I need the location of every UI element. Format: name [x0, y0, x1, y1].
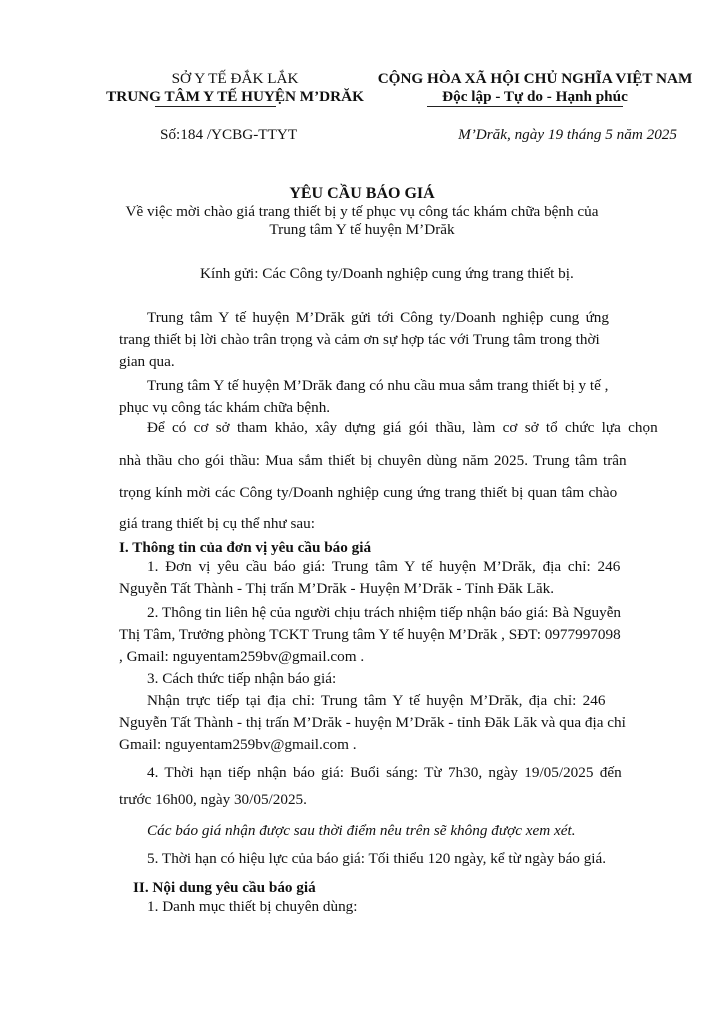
- document-subtitle-line2: Trung tâm Y tế huyện M’Drăk: [269, 221, 455, 238]
- section2-item1: 1. Danh mục thiết bị chuyên dùng:: [147, 898, 358, 915]
- section1-item4-line1: 4. Thời hạn tiếp nhận báo giá: Buổi sáng: Từ 7h30, ngày 19/05/2025 đến: [147, 764, 622, 781]
- intro-p2-line2: phục vụ công tác khám chữa bệnh.: [119, 399, 331, 416]
- section1-heading: I. Thông tin của đơn vị yêu cầu báo giá: [119, 539, 372, 556]
- section1-item3-line3: Gmail: nguyentam259bv@gmail.com .: [119, 736, 357, 753]
- document-subtitle-line1: Về việc mời chào giá trang thiết bị y tế phục vụ công tác khám chữa bệnh của: [125, 203, 599, 220]
- section1-item2-line3: , Gmail: nguyentam259bv@gmail.com .: [119, 648, 365, 665]
- section1-item2-line1: 2. Thông tin liên hệ của người chịu trách nhiệm tiếp nhận báo giá: Bà Nguyễn: [147, 604, 622, 621]
- document-title: YÊU CẦU BÁO GIÁ: [289, 185, 435, 202]
- intro-p2-line1: Trung tâm Y tế huyện M’Drăk đang có nhu cầu mua sắm trang thiết bị y tế ,: [147, 377, 609, 394]
- intro-p1-line2: trang thiết bị lời chào trân trọng và cảm ơn sự hợp tác với Trung tâm trong thời: [119, 331, 600, 348]
- motto: Độc lập - Tự do - Hạnh phúc: [442, 88, 628, 105]
- intro-p3-line1: Để có cơ sở tham khảo, xây dựng giá gói thầu, làm cơ sở tổ chức lựa chọn: [147, 419, 658, 436]
- agency-name: TRUNG TÂM Y TẾ HUYỆN M’DRĂK: [106, 88, 364, 105]
- section1-item2-line2: Thị Tâm, Trưởng phòng TCKT Trung tâm Y tế huyện M’Drăk , SĐT: 0977997098: [119, 626, 621, 643]
- motto-underline: [427, 106, 623, 107]
- intro-p3-line3: trọng kính mời các Công ty/Doanh nghiệp cung ứng trang thiết bị quan tâm chào: [119, 484, 618, 501]
- section1-item5: 5. Thời hạn có hiệu lực của báo giá: Tối thiểu 120 ngày, kể từ ngày báo giá.: [147, 850, 607, 867]
- section1-item3-line1: Nhận trực tiếp tại địa chỉ: Trung tâm Y tế huyện M’Drăk, địa chỉ: 246: [147, 692, 606, 709]
- intro-p1-line1: Trung tâm Y tế huyện M’Drăk gửi tới Công ty/Doanh nghiệp cung ứng: [147, 309, 609, 326]
- section1-item3-line2: Nguyễn Tất Thành - thị trấn M’Drăk - huyện M’Drăk - tỉnh Đăk Lăk và qua địa chỉ: [119, 714, 626, 731]
- agency-underline: [155, 106, 276, 107]
- late-quotation-note: Các báo giá nhận được sau thời điểm nêu trên sẽ không được xem xét.: [147, 822, 576, 839]
- country-name: CỘNG HÒA XÃ HỘI CHỦ NGHĨA VIỆT NAM: [377, 70, 693, 87]
- intro-p3-line2: nhà thầu cho gói thầu: Mua sắm thiết bị chuyên dùng năm 2025. Trung tâm trân: [119, 452, 627, 469]
- section2-heading: II. Nội dung yêu cầu báo giá: [133, 879, 316, 896]
- intro-p3-line4: giá trang thiết bị cụ thể như sau:: [119, 515, 315, 532]
- section1-item1-line1: 1. Đơn vị yêu cầu báo giá: Trung tâm Y tế huyện M’Drăk, địa chỉ: 246: [147, 558, 621, 575]
- agency-parent: SỞ Y TẾ ĐẮK LẮK: [171, 70, 299, 87]
- document-number: Số:184 /YCBG-TTYT: [160, 126, 298, 143]
- place-date: M’Drăk, ngày 19 tháng 5 năm 2025: [458, 126, 677, 143]
- section1-item3-heading: 3. Cách thức tiếp nhận báo giá:: [147, 670, 337, 687]
- recipient: Kính gửi: Các Công ty/Doanh nghiệp cung ứng trang thiết bị.: [200, 265, 574, 282]
- section1-item1-line2: Nguyễn Tất Thành - Thị trấn M’Drăk - Huyện M’Drăk - Tỉnh Đăk Lăk.: [119, 580, 554, 597]
- section1-item4-line2: trước 16h00, ngày 30/05/2025.: [119, 791, 307, 808]
- intro-p1-line3: gian qua.: [119, 353, 175, 370]
